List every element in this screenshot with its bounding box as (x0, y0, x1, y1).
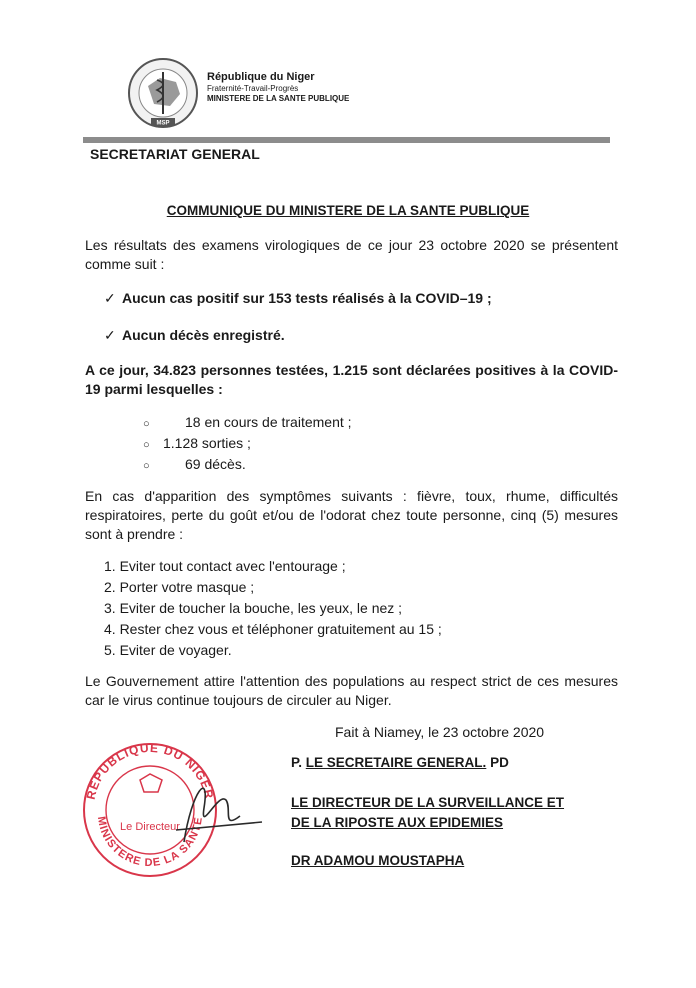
breakdown-item (143, 456, 246, 472)
breakdown-text: 69 décès. (185, 456, 246, 472)
closing-paragraph: Le Gouvernement attire l'attention des populations au respect strict de ces mesures car le virus continue toujours de circuler au Niger. (85, 673, 618, 708)
measure-item: 3. Eviter de toucher la bouche, les yeux, le nez ; (104, 600, 403, 616)
circle-bullet-icon: ○ (143, 418, 150, 430)
circle-bullet-icon: ○ (143, 439, 150, 451)
breakdown-text: 1.128 sorties ; (163, 435, 251, 451)
summary-paragraph: A ce jour, 34.823 personnes testées, 1.215 sont déclarées positives à la COVID- 19 parmi lesquelles : (85, 362, 618, 397)
intro-paragraph: Les résultats des examens virologiques de ce jour 23 octobre 2020 se présentent comme suit : (85, 237, 618, 272)
circle-bullet-icon: ○ (143, 460, 150, 472)
svg-text:REPUBLIQUE DU NIGER: REPUBLIQUE DU NIGER (83, 740, 217, 801)
breakdown-item (143, 435, 251, 451)
department-heading: SECRETARIAT GENERAL (90, 146, 260, 162)
signatory-role (291, 755, 509, 770)
official-stamp (72, 730, 272, 880)
measure-item: 5. Eviter de voyager. (104, 642, 232, 658)
breakdown-item (143, 414, 352, 430)
check-item-text: Aucun décès enregistré. (122, 327, 285, 343)
svg-text:MSP: MSP (156, 120, 170, 127)
measure-item: 4. Rester chez vous et téléphoner gratuitement au 15 ; (104, 621, 442, 637)
director-title-line1: LE DIRECTEUR DE LA SURVEILLANCE ET (291, 795, 565, 810)
country-motto: Fraternité-Travail-Progrès (207, 84, 299, 93)
svg-text:MINISTERE DE LA SANTE: MINISTERE DE LA SANTE (94, 815, 206, 870)
signatory-role-title: LE SECRETAIRE GENERAL. (305, 755, 487, 770)
svg-text:Le Directeur: Le Directeur (120, 821, 180, 833)
header-rule (83, 137, 610, 143)
signatory-prefix: P. (291, 755, 303, 770)
ministry-logo (126, 56, 200, 130)
check-item (104, 290, 492, 307)
checkmark-icon: ✓ (104, 290, 116, 306)
document-title: COMMUNIQUE DU MINISTERE DE LA SANTE PUBLIQUE (166, 203, 530, 218)
checkmark-icon: ✓ (104, 327, 116, 343)
check-item (104, 327, 285, 344)
measure-item: 1. Eviter tout contact avec l'entourage ; (104, 558, 346, 574)
signatory-name: DR ADAMOU MOUSTAPHA (291, 853, 465, 868)
director-title-line2: DE LA RIPOSTE AUX EPIDEMIES (291, 815, 504, 830)
breakdown-text: 18 en cours de traitement ; (185, 414, 352, 430)
symptoms-paragraph: En cas d'apparition des symptômes suivants : fièvre, toux, rhume, difficultés respiratoires, perte du goût et/ou de l'odorat chez toute personne, cinq (5) mesures sont à prendre : (85, 488, 618, 542)
signatory-role-suffix: PD (490, 755, 509, 770)
country-name: République du Niger (207, 71, 315, 83)
place-date: Fait à Niamey, le 23 octobre 2020 (335, 724, 545, 740)
check-item-text: Aucun cas positif sur 153 tests réalisés à la COVID–19 ; (122, 290, 492, 306)
measure-item: 2. Porter votre masque ; (104, 579, 255, 595)
ministry-name: MINISTERE DE LA SANTE PUBLIQUE (207, 94, 350, 103)
